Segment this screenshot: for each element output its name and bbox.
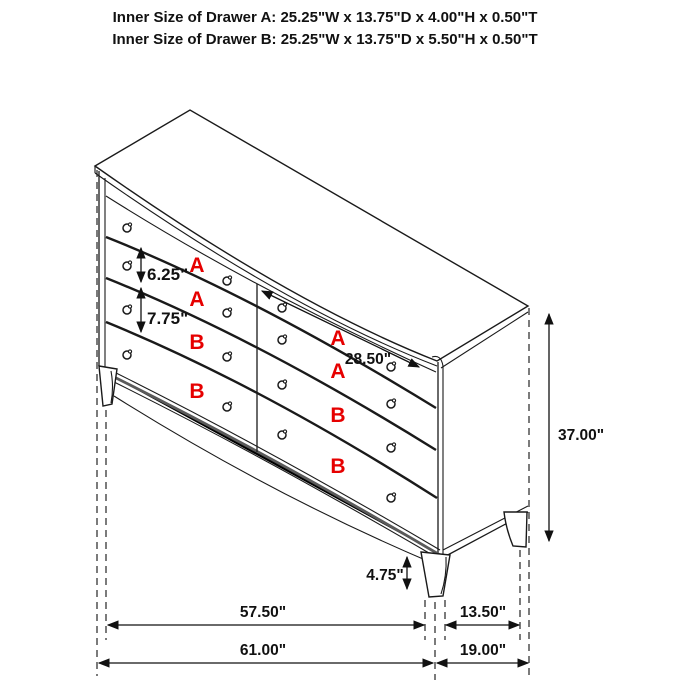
- drawer-knob: [223, 402, 232, 411]
- drawer-knob: [123, 261, 132, 270]
- drawer-knob: [123, 223, 132, 232]
- right-drawer-2-label: A: [330, 360, 346, 383]
- overall-height-value: 37.00": [558, 427, 605, 444]
- right-drawer-3-label: B: [330, 404, 346, 427]
- drawer-knob: [278, 430, 287, 439]
- drawer-knob: [387, 493, 396, 502]
- drawer-knob: [123, 350, 132, 359]
- right-drawer-1-label: A: [330, 327, 346, 350]
- drawer-a-height-value: 6.25": [147, 265, 189, 284]
- left-drawer-2-label: A: [189, 288, 205, 311]
- drawer-knob: [278, 303, 287, 312]
- drawer-knob: [223, 352, 232, 361]
- overall-depth-value: 19.00": [459, 642, 507, 659]
- drawer-separator: [106, 322, 437, 498]
- drawer-b-height-value: 7.75": [147, 309, 189, 328]
- front-leg-span-value: 57.50": [239, 604, 287, 621]
- rear-right-leg: [504, 512, 527, 547]
- right-drawer-4-label: B: [330, 455, 346, 478]
- drawer-knob: [278, 380, 287, 389]
- drawer-knob: [278, 335, 287, 344]
- drawer-knob: [223, 308, 232, 317]
- drawer-knob: [123, 305, 132, 314]
- left-drawer-3-label: B: [189, 331, 205, 354]
- dresser-top-face: [95, 110, 528, 368]
- drawer-b-inner-size-text: Inner Size of Drawer B: 25.25"W x 13.75"D x 5.50"H x 0.50"T: [112, 31, 538, 48]
- drawer-knob: [223, 276, 232, 285]
- drawer-knob: [387, 443, 396, 452]
- case-bottom-edge: [114, 396, 430, 562]
- front-left-leg: [99, 366, 117, 406]
- right-section-width-value: 28.50": [344, 351, 392, 368]
- drawer-knob: [387, 399, 396, 408]
- drawer-a-inner-size-text: Inner Size of Drawer A: 25.25"W x 13.75"D x 4.00"H x 0.50"T: [112, 9, 538, 26]
- left-drawer-4-label: B: [189, 380, 205, 403]
- leg-height-value: 4.75": [366, 567, 404, 584]
- side-leg-span-value: 13.50": [459, 604, 507, 621]
- overall-width-value: 61.00": [239, 642, 287, 659]
- left-drawer-1-label: A: [189, 254, 205, 277]
